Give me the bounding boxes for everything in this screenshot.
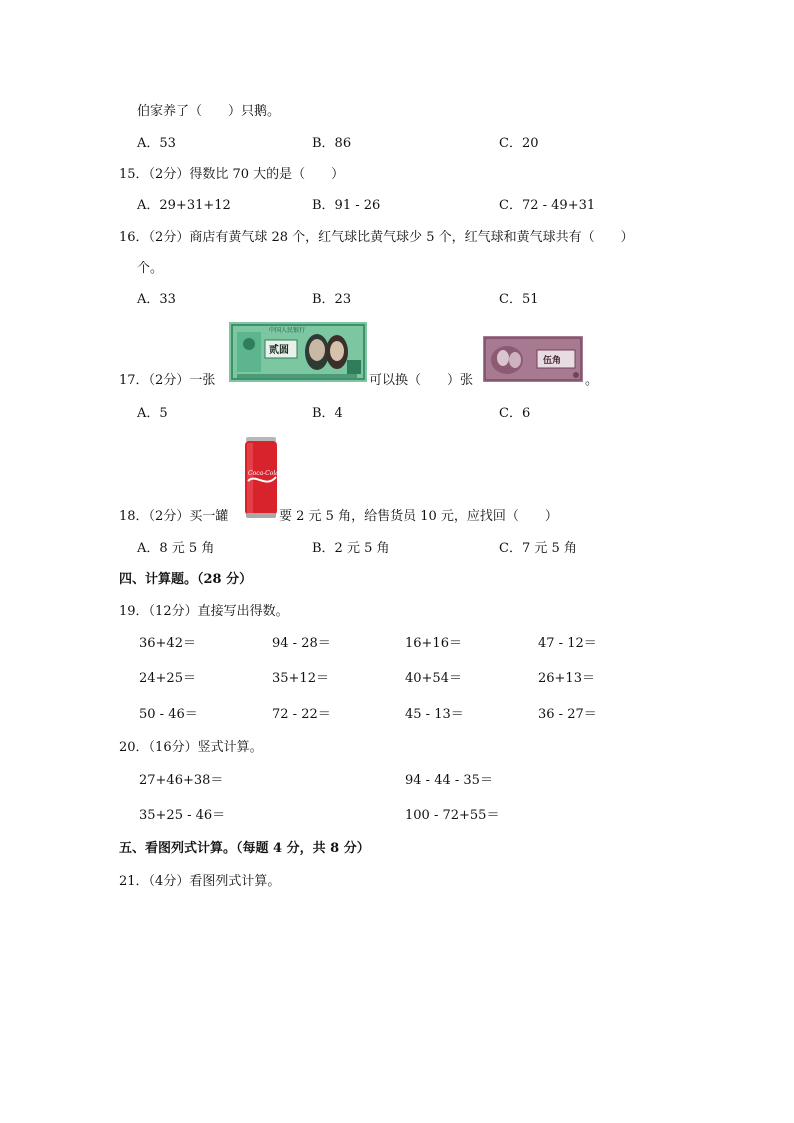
banknote-top-text: 中国人民银行: [269, 327, 306, 334]
small-banknote-value-text: 伍角: [543, 356, 562, 366]
q20-expression: 100 - 72+55＝: [405, 808, 500, 823]
q15-option-a: A．29+31+12: [137, 198, 231, 213]
q14-option-a: A．53: [137, 136, 176, 151]
q19-expression: 16+16＝: [405, 636, 462, 651]
q14-option-b: B．86: [312, 136, 352, 151]
q14-option-c: C．20: [499, 136, 539, 151]
section-4-title: 四、计算题。（28 分）: [119, 572, 253, 587]
q17-option-b: B．4: [312, 406, 343, 421]
q19-expression: 72 - 22＝: [272, 707, 331, 722]
q20-expression: 35+25 - 46＝: [139, 808, 226, 823]
q17-option-c: C．6: [499, 406, 531, 421]
q17-stem-part-c: 。: [585, 373, 599, 388]
two-yuan-banknote-image: [229, 322, 367, 382]
q19-expression: 50 - 46＝: [139, 707, 198, 722]
q16-option-a: A．33: [137, 292, 176, 307]
q19-expression: 47 - 12＝: [538, 636, 597, 651]
five-jiao-banknote-image: [483, 336, 583, 382]
q16-option-b: B．23: [312, 292, 352, 307]
q19-expression: 40+54＝: [405, 671, 462, 686]
q15-stem: 15．（2分）得数比 70 大的是（ ）: [119, 167, 345, 182]
q16-option-c: C．51: [499, 292, 539, 307]
can-brand-text: Coca-Cola: [248, 470, 278, 477]
q18-option-c: C．7 元 5 角: [499, 541, 577, 556]
q18-stem-part-a: 18．（2分）买一罐: [119, 509, 229, 524]
q14-continuation: 伯家养了（ ）只鹅。: [137, 104, 281, 119]
q20-expression: 94 - 44 - 35＝: [405, 773, 493, 788]
q18-option-b: B．2 元 5 角: [312, 541, 390, 556]
q15-option-b: B．91 - 26: [312, 198, 381, 213]
q18-option-a: A．8 元 5 角: [137, 541, 215, 556]
q18-stem-part-b: 要 2 元 5 角，给售货员 10 元，应找回（ ）: [279, 509, 558, 524]
q16-stem: 16．（2分）商店有黄气球 28 个，红气球比黄气球少 5 个，红气球和黄气球共有（ ）: [119, 230, 634, 245]
q19-expression: 36 - 27＝: [538, 707, 597, 722]
q17-stem-part-a: 17．（2分）一张: [119, 373, 216, 388]
q17-stem-part-b: 可以换（ ）张: [369, 373, 474, 388]
q17-option-a: A．5: [137, 406, 168, 421]
q19-expression: 45 - 13＝: [405, 707, 464, 722]
q19-stem: 19．（12分）直接写出得数。: [119, 604, 289, 619]
q20-stem: 20．（16分）竖式计算。: [119, 740, 263, 755]
q19-expression: 24+25＝: [139, 671, 196, 686]
coca-cola-can-image: [244, 437, 278, 519]
q19-expression: 35+12＝: [272, 671, 329, 686]
q19-expression: 26+13＝: [538, 671, 595, 686]
q19-expression: 36+42＝: [139, 636, 196, 651]
q21-stem: 21．（4分）看图列式计算。: [119, 874, 281, 889]
q15-option-c: C．72 - 49+31: [499, 198, 596, 213]
q20-expression: 27+46+38＝: [139, 773, 224, 788]
q16-stem-continued: 个。: [137, 261, 164, 276]
banknote-value-text: 贰圆: [269, 345, 289, 356]
q19-expression: 94 - 28＝: [272, 636, 331, 651]
section-5-title: 五、看图列式计算。（每题 4 分，共 8 分）: [119, 841, 370, 856]
